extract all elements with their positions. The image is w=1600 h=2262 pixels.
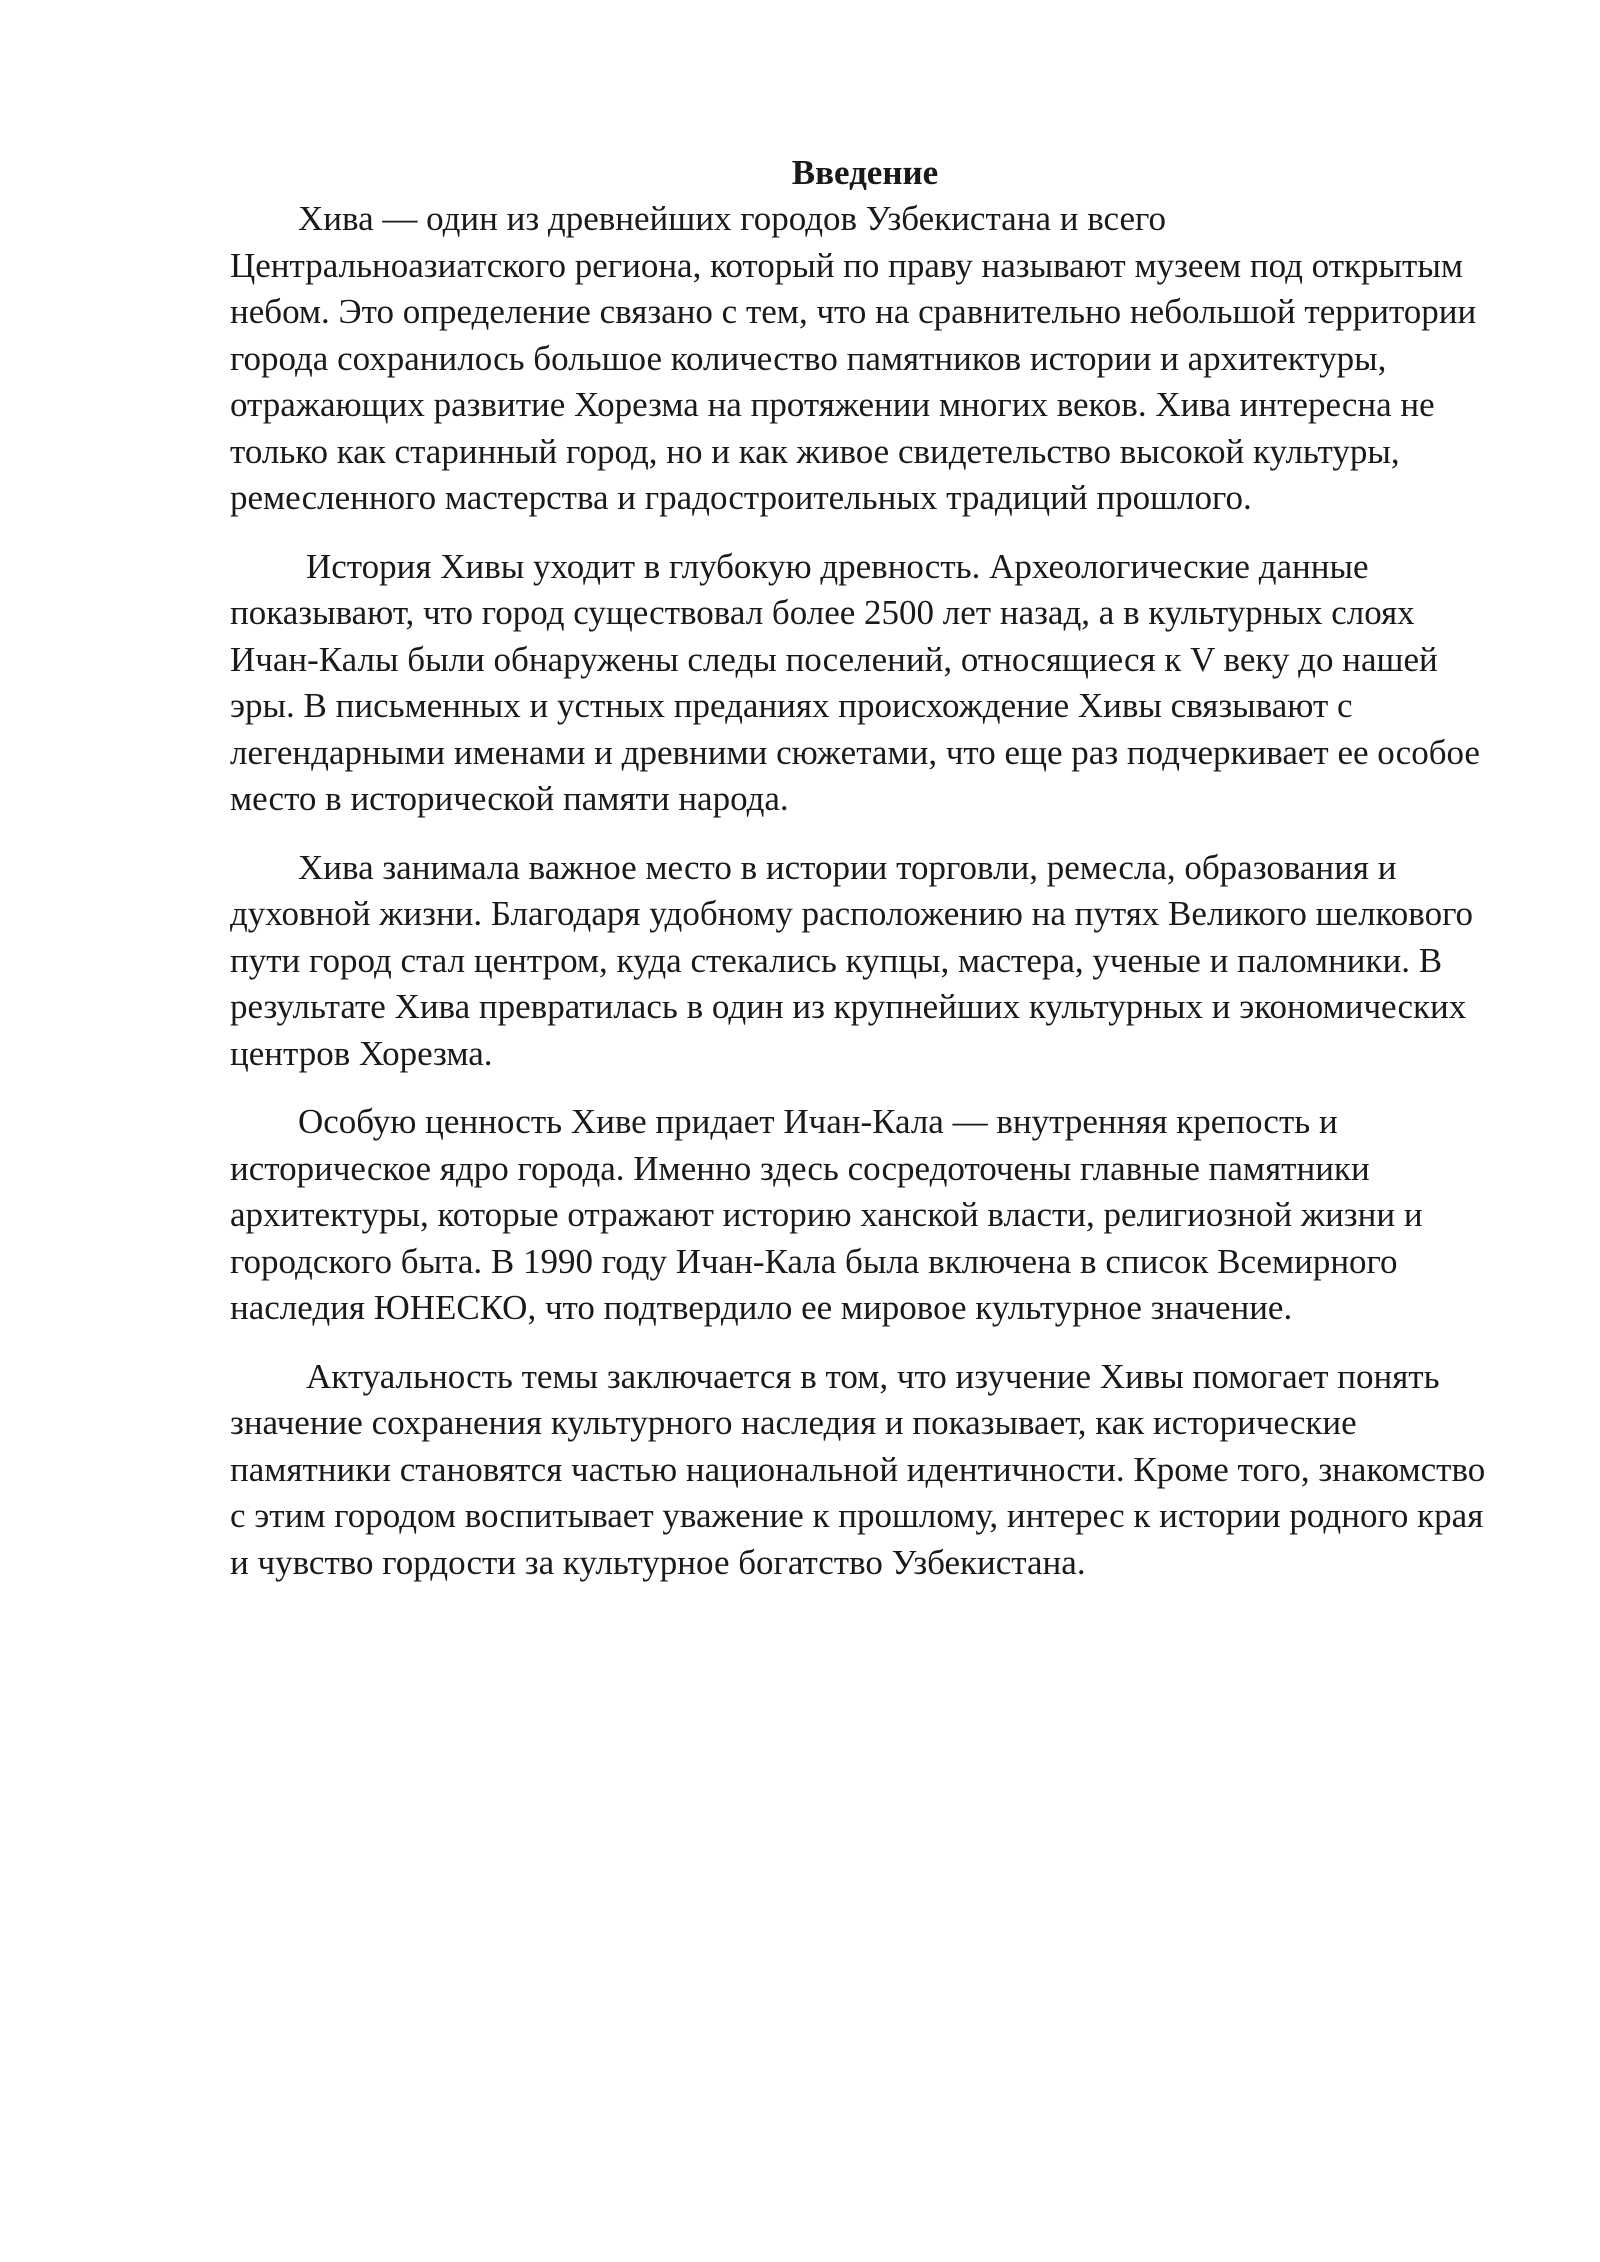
paragraph-3: Хива занимала важное место в истории торговли, ремесла, образования и духовной жизни. Благодаря удобному расположению на путях Великого шелкового пути город стал центром, куда стекались купцы, мастера, ученые и паломники. В результате Хива превратилась в один из крупнейших культурных и экономических центров Хорезма. <box>230 847 1474 1073</box>
document-body <box>230 150 1500 1586</box>
paragraph-1: Хива — один из древнейших городов Узбекистана и всего Центральноазиатского региона, который по праву называют музеем под открытым небом. Это определение связано с тем, что на сравнительно небольшой территории города сохранилось большое количество памятников истории и архитектуры, отражающих развитие Хорезма на протяжении многих веков. Хива интересна не только как старинный город, но и как живое свидетельство высокой культуры, ремесленного мастерства и градостроительных традиций прошлого. <box>230 199 1477 517</box>
paragraph-2: История Хивы уходит в глубокую древность. Археологические данные показывают, что город существовал более 2500 лет назад, а в культурных слоях Ичан-Калы были обнаружены следы поселений, относящиеся к V веку до нашей эры. В письменных и устных преданиях происхождение Хивы связывают с легендарными именами и древними сюжетами, что еще раз подчеркивает ее особое место в исторической памяти народа. <box>230 546 1480 818</box>
paragraph-4: Особую ценность Хиве придает Ичан-Кала — внутренняя крепость и историческое ядро города. Именно здесь сосредоточены главные памятники архитектуры, которые отражают историю ханской власти, религиозной жизни и городского быта. В 1990 году Ичан-Кала была включена в список Всемирного наследия ЮНЕСКО, что подтвердило ее мировое культурное значение. <box>230 1102 1423 1327</box>
section-title: Введение <box>791 153 939 192</box>
paragraph-5: Актуальность темы заключается в том, что изучение Хивы помогает понять значение сохранения культурного наследия и показывает, как исторические памятники становятся частью национальной идентичности. Кроме того, знакомство с этим городом воспитывает уважение к прошлому, интерес к истории родного края и чувство гордости за культурное богатство Узбекистана. <box>230 1356 1486 1582</box>
